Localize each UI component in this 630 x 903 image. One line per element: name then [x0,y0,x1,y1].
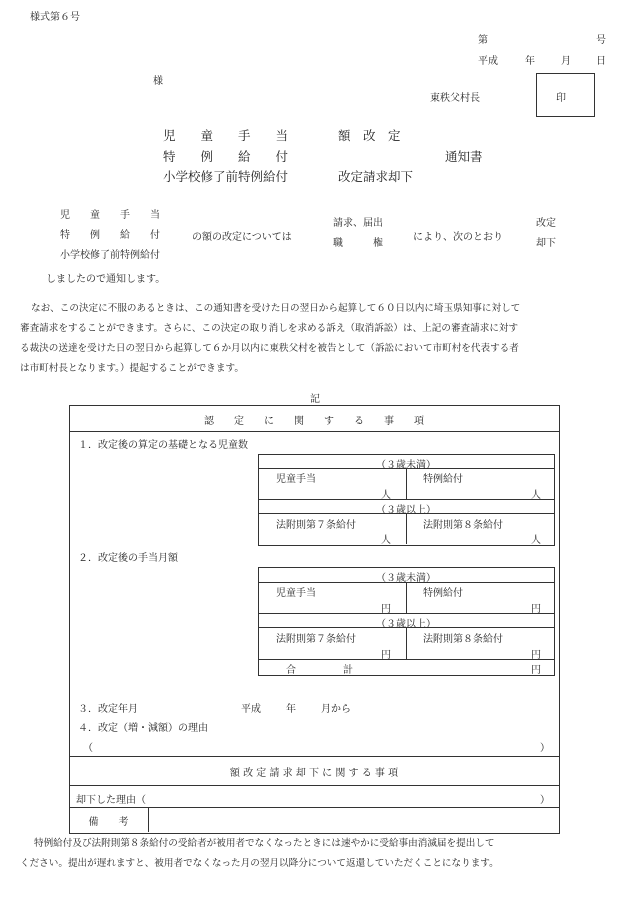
yen-unit: 円 [381,650,391,661]
divider [406,582,407,613]
ki-label: 記 [310,394,320,405]
notice-col1-3: 小学校修了前特例給付 [60,250,160,261]
divider [406,513,407,544]
reject-header: 額 改 定 請 求 却 下 に 関 す る 事 項 [229,768,399,779]
special-benefit-label: 特例給付 [423,588,463,599]
under3-label: （３歳未満） [376,460,436,471]
art8-label: 法附則第８条給付 [423,520,503,531]
reason-open-paren: （ [83,743,93,754]
yen-unit: 円 [381,604,391,615]
doc-number-prefix: 第 [478,35,488,46]
remarks-label: 備 考 [88,817,129,828]
appeal-line3: る裁決の送達を受けた日の翌日から起算して６か月以内に東秩父村を被告として（訴訟において市町村を代表する者 [20,343,519,354]
yen-unit: 円 [531,604,541,615]
date-year: 年 [525,56,535,67]
reason-close-paren: ） [540,743,550,754]
addressee-suffix: 様 [153,76,163,87]
footer-line2: ください。提出が遅れますと、被用者でなくなった月の翌月以降分について返還していただくことになります。 [20,858,499,869]
notice-col2-1: 請求、届出 [333,218,383,229]
item3-era: 平成 [241,704,261,715]
persons-unit: 人 [531,490,541,501]
title-line2: 特 例 給 付 [163,149,289,164]
item4-label: ４．改定（増・減額）の理由 [78,723,208,734]
appeal-line2: 審査請求をすることができます。さらに、この決定の取り消しを求める訴え（取消訴訟）は、上記の審査請求に対す [20,323,519,334]
notice-col2-2: 職 権 [333,238,383,249]
special-benefit-label: 特例給付 [423,474,463,485]
total-label-b: 計 [343,665,353,676]
date-month: 月 [561,56,571,67]
item2-label: ２．改定後の手当月額 [78,553,178,564]
title-line3-right: 改定請求却下 [338,169,414,184]
art8-label: 法附則第８条給付 [423,634,503,645]
notice-end: しましたので通知します。 [46,274,166,285]
persons-unit: 人 [381,535,391,546]
issuer-name: 東秩父村長 [430,93,480,104]
appeal-line1: なお、この決定に不服のあるときは、この通知書を受けた日の翌日から起算して６０日以内に埼玉県知事に対して [31,303,521,314]
yen-unit: 円 [531,650,541,661]
title-line1-right: 額 改 定 [338,128,401,143]
reject-reason-label: 却下した理由（ [76,795,146,806]
appeal-line4: は市町村長となります。）提起することができます。 [20,363,244,374]
divider [69,756,559,757]
art7-label: 法附則第７条給付 [276,520,356,531]
under3-label: （３歳未満） [376,573,436,584]
title-notice: 通知書 [445,149,483,164]
divider [148,807,149,832]
divider [69,807,559,808]
divider [406,468,407,499]
item3-year: 年 [286,704,296,715]
divider [258,659,554,660]
persons-unit: 人 [381,490,391,501]
notice-middle2: により、次のとおり [413,232,503,243]
title-line1: 児 童 手 当 [163,128,289,143]
item3-month: 月から [321,704,351,715]
persons-unit: 人 [531,535,541,546]
total-label-a: 合 [286,665,296,676]
reject-close-paren: ） [540,795,550,806]
doc-number-suffix: 号 [596,35,606,46]
child-allowance-label: 児童手当 [276,474,316,485]
divider [258,499,554,500]
item1-label: １．改定後の算定の基礎となる児童数 [78,440,248,451]
notice-middle: の額の改定については [192,232,292,243]
footer-line1: 特例給付及び法附則第８条給付の受給者が被用者でなくなったときには速やかに受給事由消滅届を提出して [34,838,495,849]
divider [69,785,559,786]
notice-col1-1: 児 童 手 当 [60,210,160,221]
form-number: 様式第６号 [30,12,80,23]
child-allowance-label: 児童手当 [276,588,316,599]
date-day: 日 [596,56,606,67]
title-line3: 小学校修了前特例給付 [163,169,289,184]
seal-label: 印 [556,93,566,104]
yen-unit: 円 [531,665,541,676]
divider [406,627,407,659]
notice-col3-2: 却下 [536,238,556,249]
over3-label: （３歳以上） [376,505,436,516]
table-header: 認 定 に 関 す る 事 項 [204,416,424,427]
date-era: 平成 [478,56,498,67]
over3-label: （３歳以上） [376,619,436,630]
notice-col1-2: 特 例 給 付 [60,230,160,241]
divider [258,613,554,614]
notice-col3-1: 改定 [536,218,556,229]
divider [69,431,559,432]
art7-label: 法附則第７条給付 [276,634,356,645]
item3-label: ３．改定年月 [78,704,138,715]
